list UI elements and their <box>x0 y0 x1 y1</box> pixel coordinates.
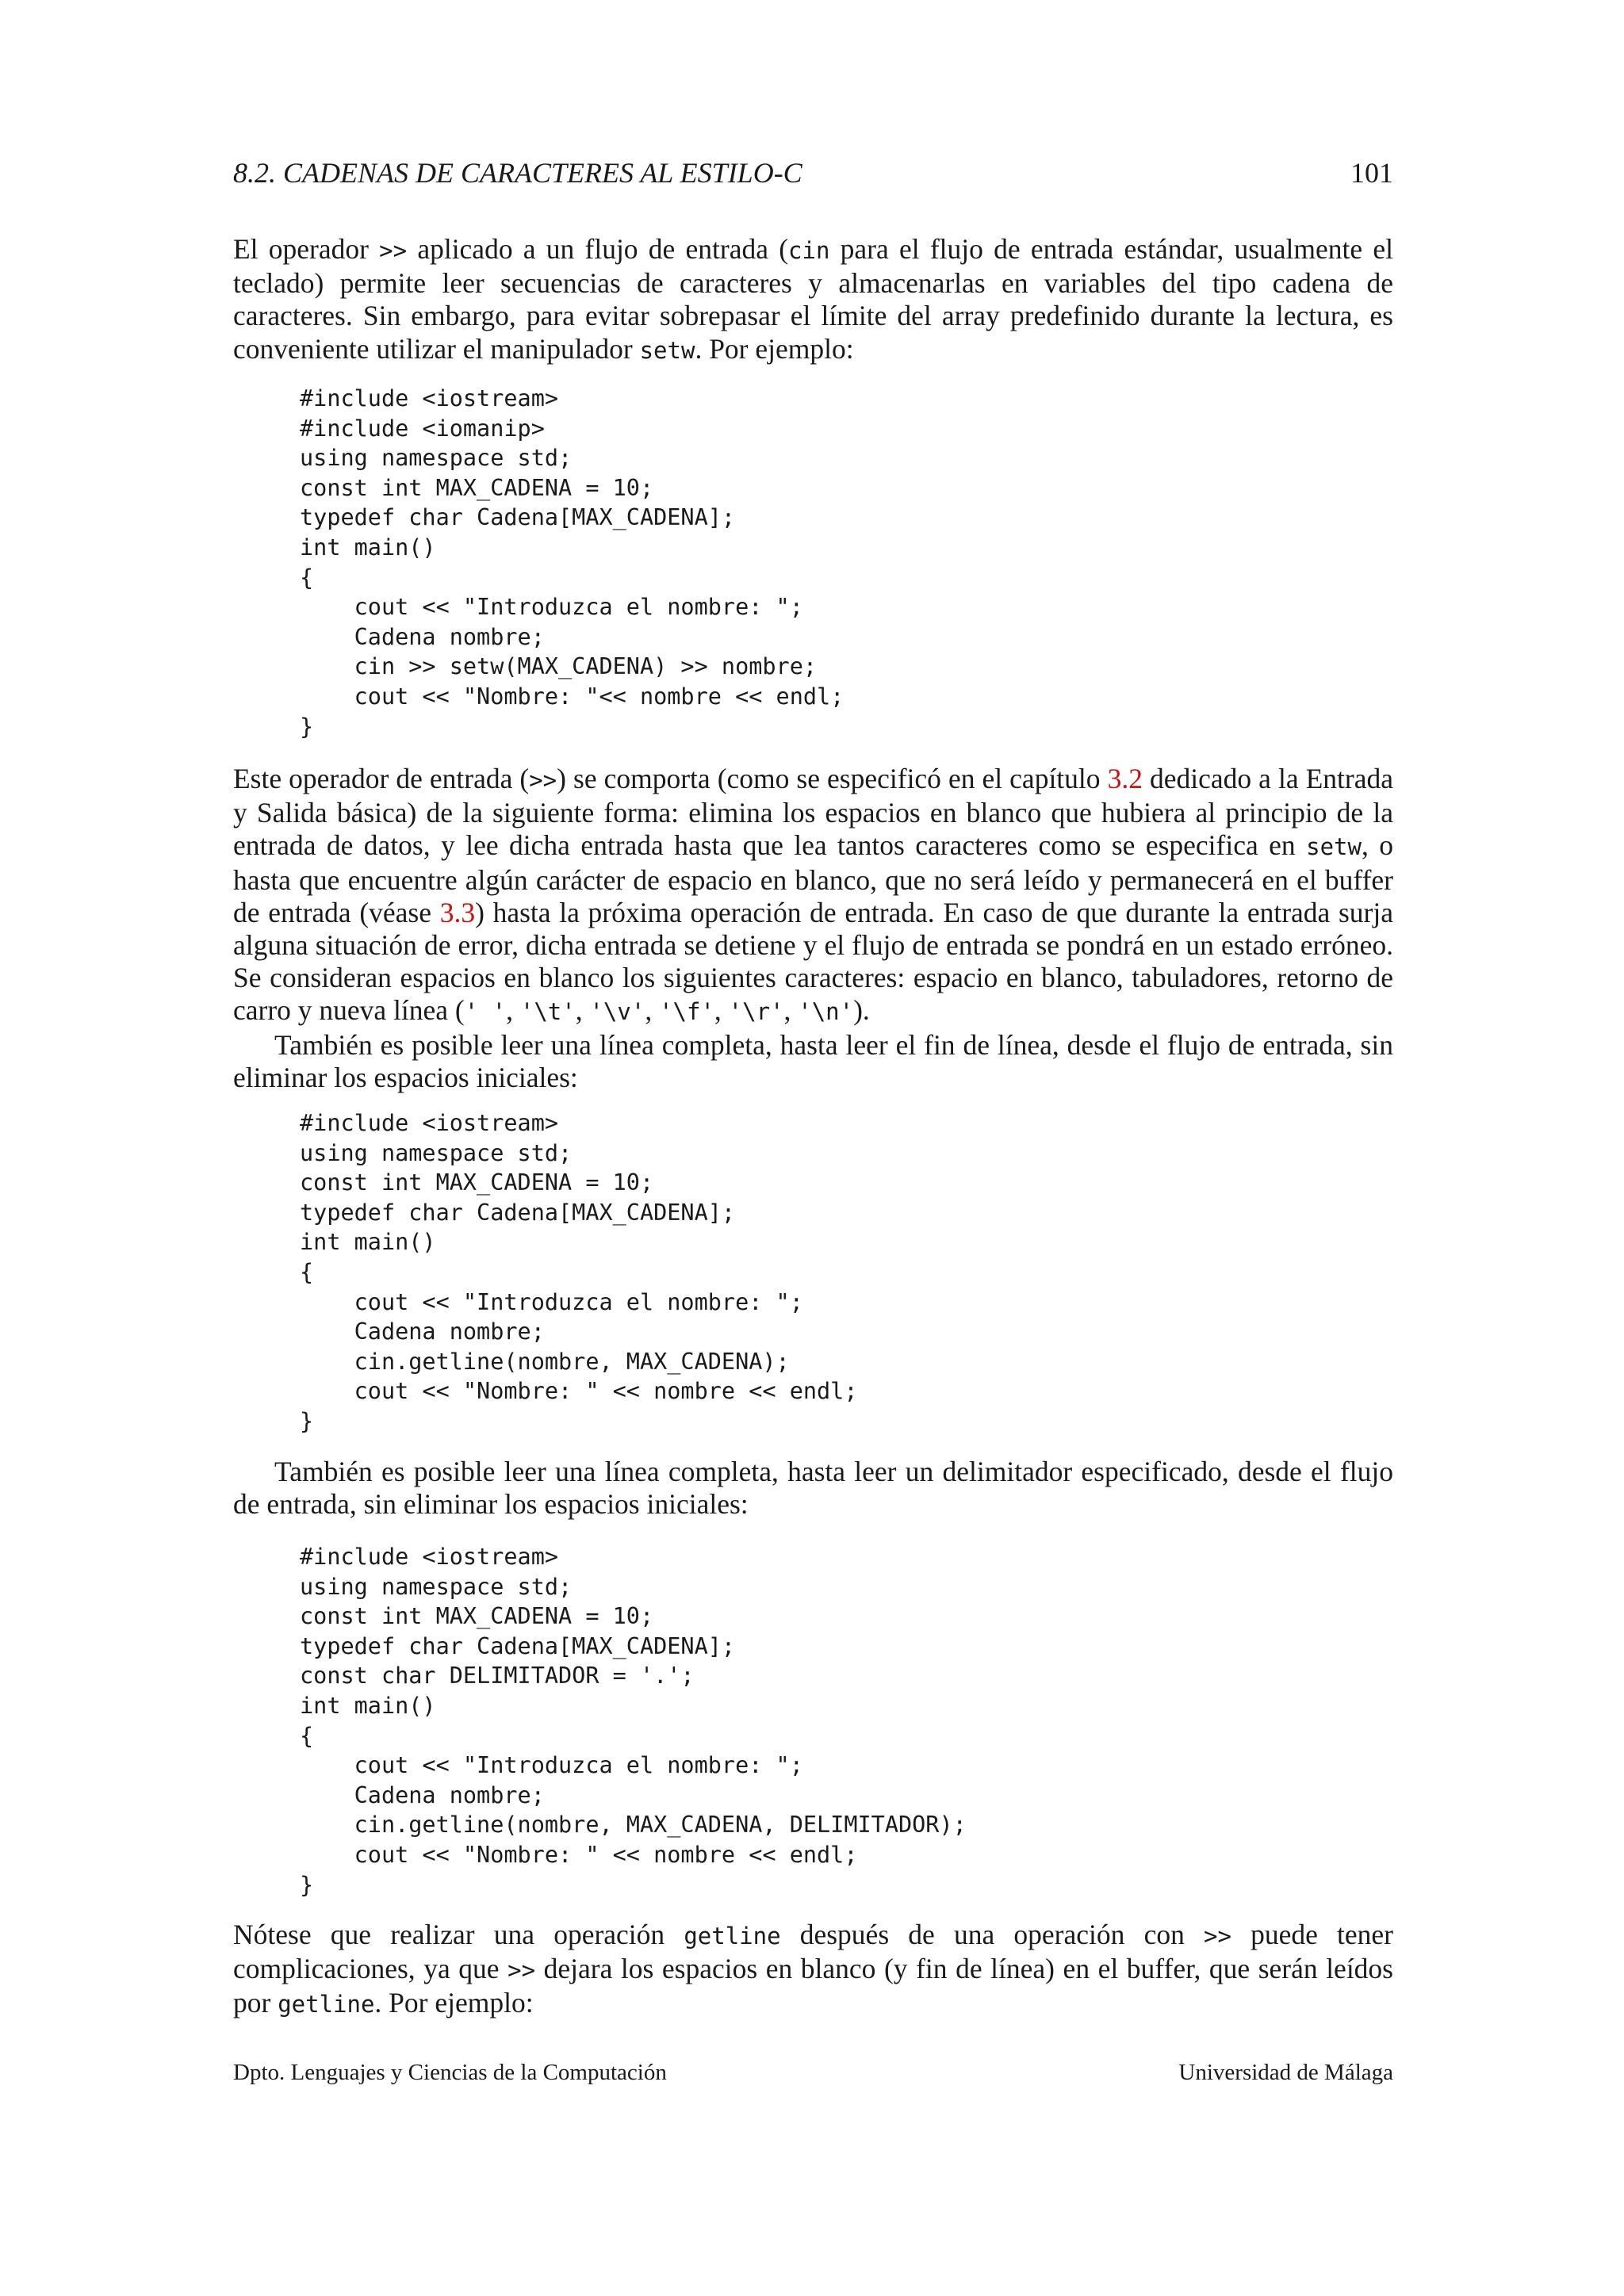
paragraph-text: Este operador de entrada (>>) se comporta (como se especificó en el capítulo 3.2 dedicado a la Entrada y Salida básica) de la siguiente forma: elimina los espacios en blanco que hubiera al principio de la entrada de datos, y lee dicha entrada hasta que lea tantos caracteres como se especifica en setw, o hasta que encuentre algún carácter de espacio en blanco, que no será leído y permanecerá en el buffer de entrada (véase 3.3) hasta la próxima operación de entrada. En caso de que durante la entrada surja alguna situación de error, dicha entrada se detiene y el flujo de entrada se pondrá en un estado erróneo. Se consideran espacios en blanco los siguientes caracteres: espacio en blanco, tabuladores, retorno de carro y nueva línea (' ', '\t', '\v', '\f', '\r', '\n'). <box>233 763 1394 1027</box>
inline-code: >> <box>1204 1923 1231 1950</box>
code-listing-2: #include <iostream> using namespace std; const int MAX_CADENA = 10; typedef char Cadena[MAX_CADENA]; int main() { cout << "Introduzca el nombre: "; Cadena nombre; cin.getline(nombre, MAX_CADENA); cout << "Nombre: " << nombre << endl; } <box>300 1110 858 1434</box>
inline-code: >> <box>379 237 408 264</box>
code-listing-1: #include <iostream> #include <iomanip> using namespace std; const int MAX_CADENA = 10; typedef char Cadena[MAX_CADENA]; int main() { cout << "Introduzca el nombre: "; Cadena nombre; cin >> setw(MAX_CADENA) >> nombre; cout << "Nombre: "<< nombre << endl; } <box>300 385 845 740</box>
paragraph-3: También es posible leer una línea completa, hasta leer el fin de línea, desde el flujo de entrada, sin eliminar los espacios iniciales: <box>233 1028 1393 1093</box>
inline-code: '\r' <box>728 998 784 1026</box>
paragraph-2 <box>233 763 1393 1094</box>
inline-code: getline <box>684 1923 781 1950</box>
paragraph-5 <box>233 1919 1393 2022</box>
paragraph-1 <box>233 233 1393 367</box>
code-listing-3: #include <iostream> using namespace std; const int MAX_CADENA = 10; typedef char Cadena[MAX_CADENA]; const char DELIMITADOR = '.'; int main() { cout << "Introduzca el nombre: "; Cadena nombre; cin.getline(nombre, MAX_CADENA, DELIMITADOR); cout << "Nombre: " << nombre << endl; } <box>300 1544 967 1898</box>
inline-code: setw <box>1306 833 1362 861</box>
inline-code: >> <box>508 1957 536 1984</box>
inline-code: ' ' <box>464 998 507 1026</box>
inline-code: '\f' <box>659 998 714 1026</box>
page-number: 101 <box>1350 157 1393 189</box>
inline-code: cin <box>788 237 830 264</box>
inline-code: '\v' <box>589 998 645 1026</box>
inline-code: >> <box>529 767 557 794</box>
section-title: 8.2. CADENAS DE CARACTERES AL ESTILO-C <box>233 157 802 189</box>
running-header <box>233 155 1393 190</box>
paragraph-text: El operador >> aplicado a un flujo de entrada (cin para el flujo de entrada estándar, usualmente el teclado) permite leer secuencias de caracteres y almacenarlas en variables del tipo cadena de caracteres. Sin embargo, para evitar sobrepasar el límite del array predefinido durante la lectura, es conveniente utilizar el manipulador setw. Por ejemplo: <box>233 233 1393 365</box>
paragraph-4-block <box>233 1456 1393 1521</box>
footer-department: Dpto. Lenguajes y Ciencias de la Computación <box>233 2060 667 2085</box>
chapter-reference-link[interactable]: 3.2 <box>1107 763 1143 794</box>
inline-code: setw <box>639 336 695 364</box>
footer-university: Universidad de Málaga <box>1178 2060 1393 2085</box>
section-reference-link[interactable]: 3.3 <box>439 896 476 928</box>
inline-code: '\n' <box>798 998 854 1026</box>
inline-code: getline <box>278 1991 375 2019</box>
page-footer <box>233 2058 1393 2087</box>
inline-code: '\t' <box>519 998 576 1026</box>
paragraph-4: También es posible leer una línea completa, hasta leer un delimitador especificado, desde el flujo de entrada, sin eliminar los espacios iniciales: <box>233 1456 1393 1521</box>
paragraph-text: Nótese que realizar una operación getline después de una operación con >> puede tener complicaciones, ya que >> dejara los espacios en blanco (y fin de línea) en el buffer, que serán leídos por getline. Por ejemplo: <box>233 1919 1393 2019</box>
